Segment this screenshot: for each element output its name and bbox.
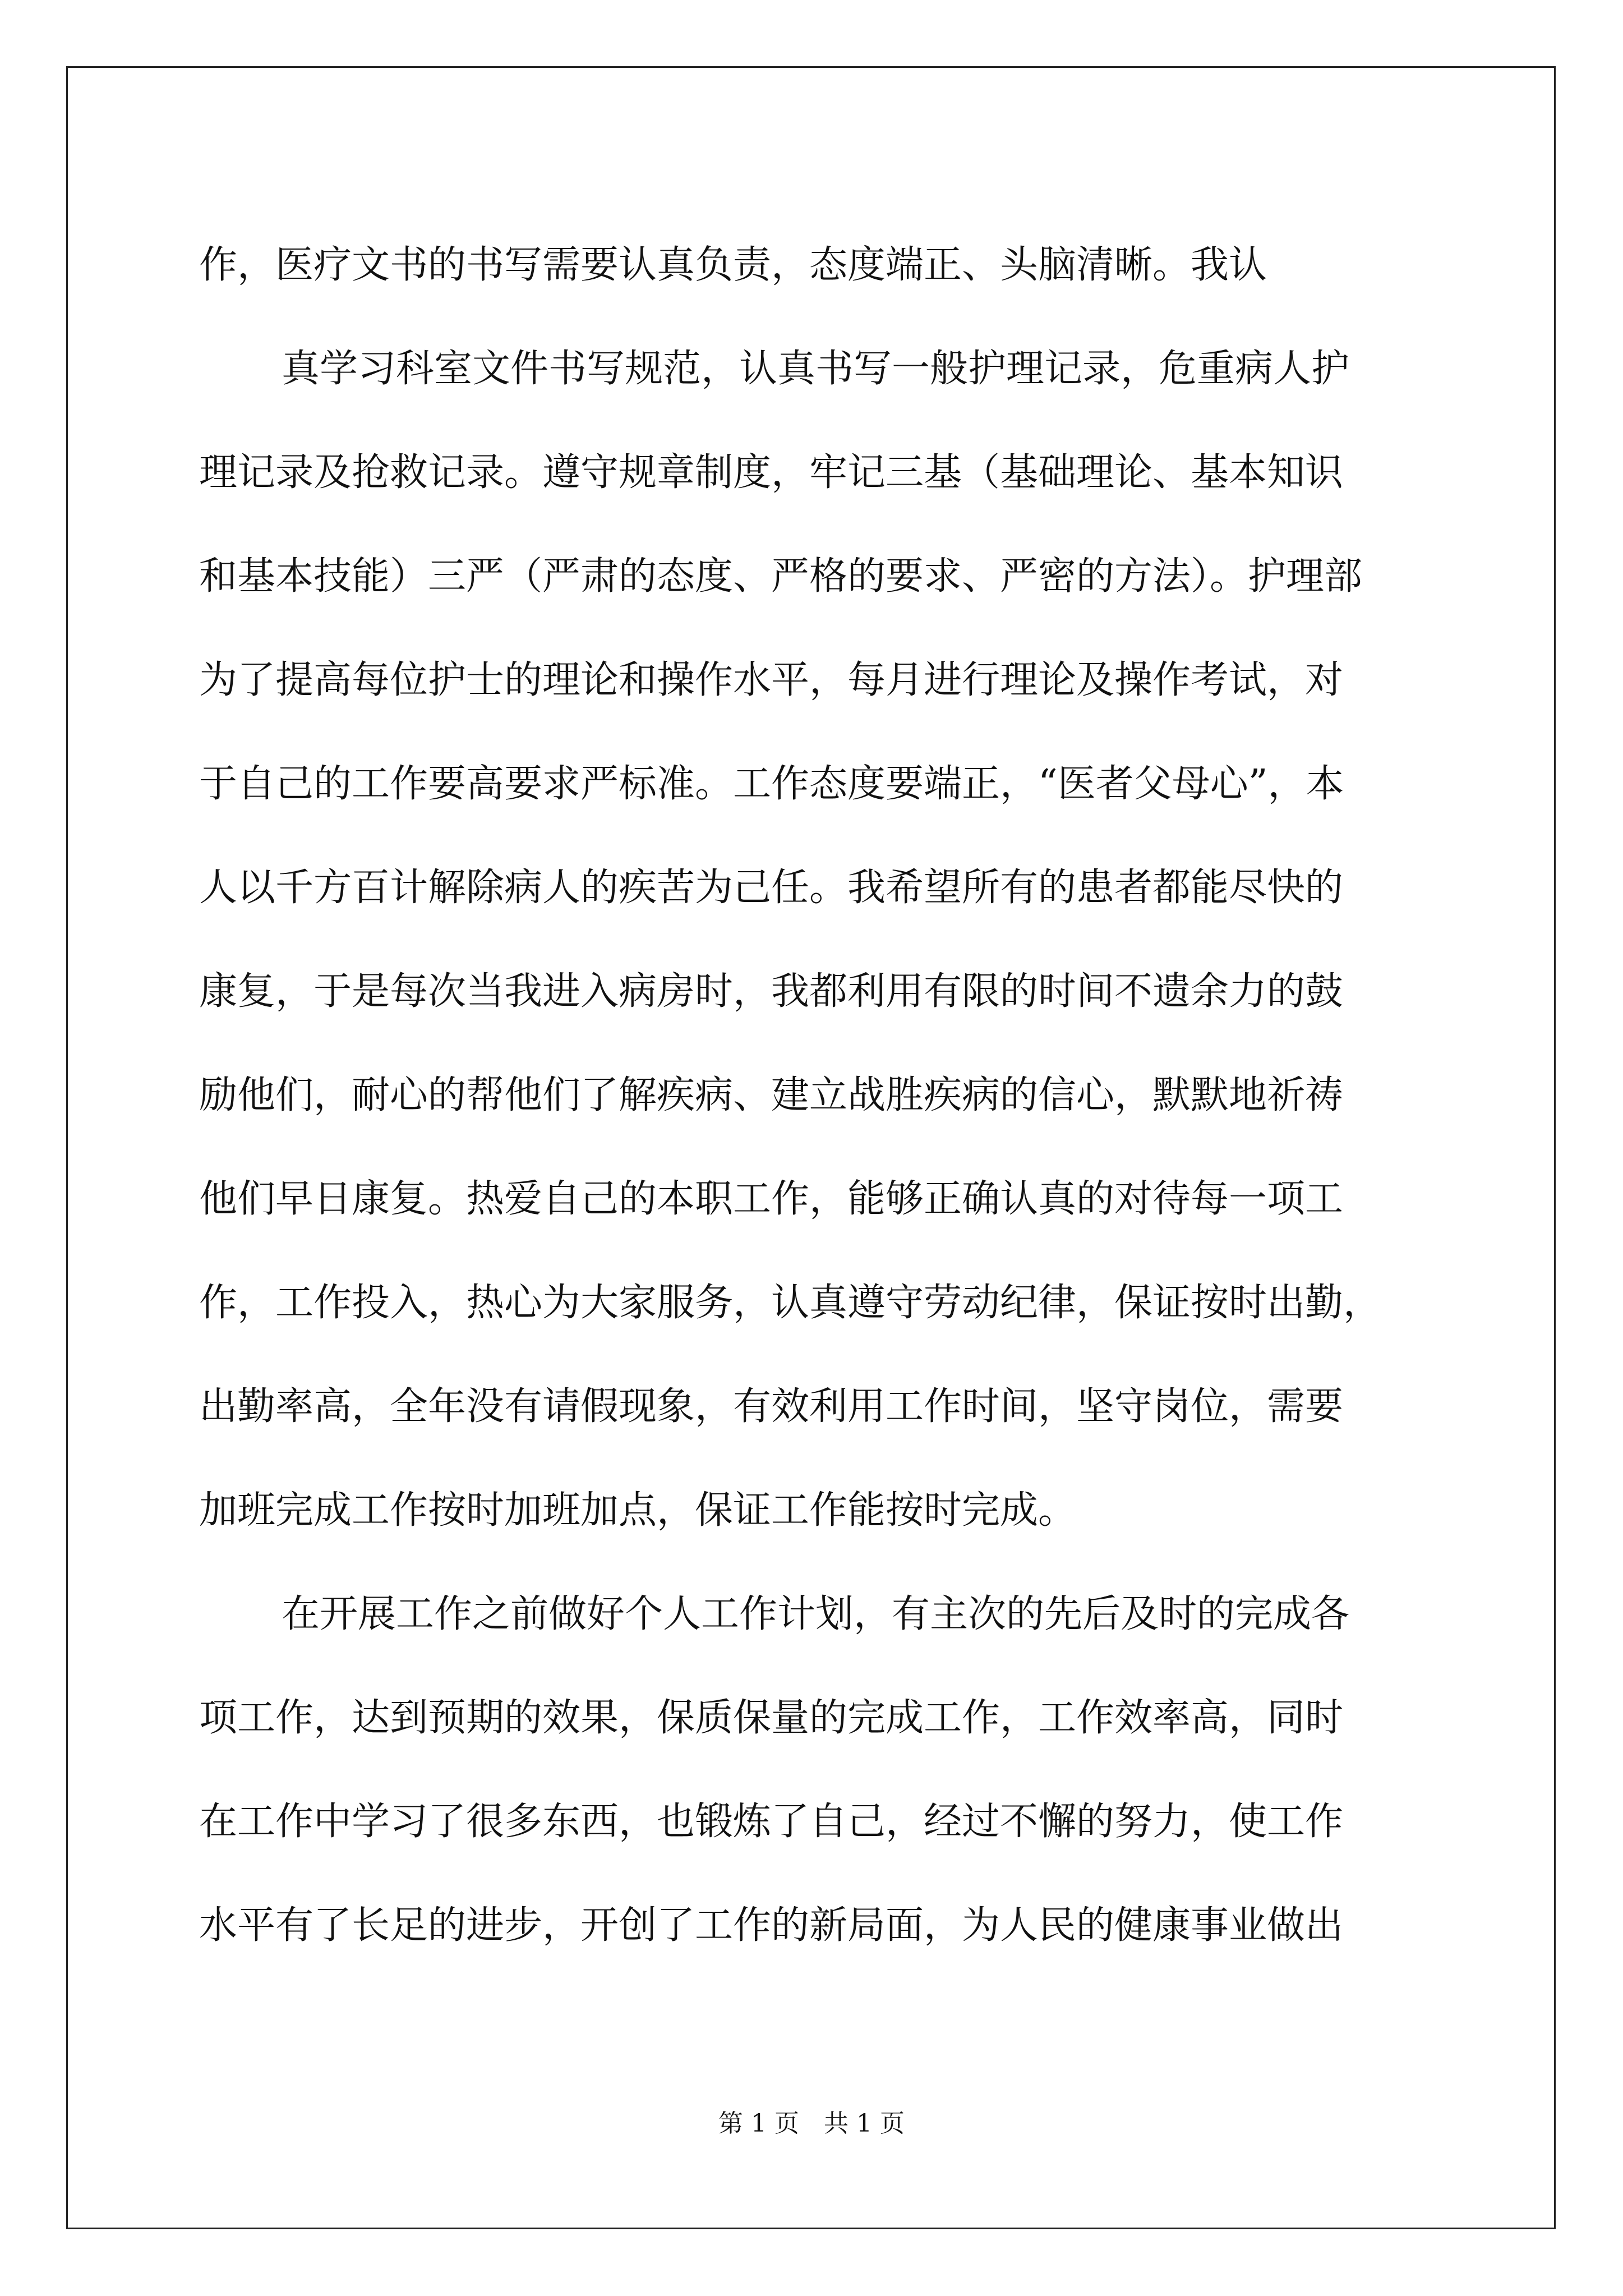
text-line: 人以千方百计解除病人的疾苦为己任。我希望所有的患者都能尽快的: [199, 866, 1344, 910]
text-line: 作，医疗文书的书写需要认真负责，态度端正、头脑清晰。我认: [199, 243, 1267, 287]
text-line: 在开展工作之前做好个人工作计划，有主次的先后及时的完成各: [282, 1592, 1350, 1636]
text-line: 真学习科室文件书写规范，认真书写一般护理记录，危重病人护: [282, 347, 1350, 391]
text-line: 出勤率高，全年没有请假现象，有效利用工作时间，坚守岗位，需要: [199, 1384, 1344, 1429]
text-line: 康复，于是每次当我进入病房时，我都利用有限的时间不遗余力的鼓: [199, 969, 1344, 1014]
text-line: 项工作，达到预期的效果，保质保量的完成工作，工作效率高，同时: [199, 1696, 1344, 1740]
text-line: 理记录及抢救记录。遵守规章制度，牢记三基（基础理论、基本知识: [199, 450, 1344, 495]
text-line: 在工作中学习了很多东西，也锻炼了自己，经过不懈的努力，使工作: [199, 1800, 1344, 1844]
text-line: 加班完成工作按时加班加点，保证工作能按时完成。: [199, 1488, 1077, 1533]
text-line: 于自己的工作要高要求严标准。工作态度要端正，“医者父母心”，本: [199, 762, 1344, 806]
page-number-footer: 第 1 页 共 1 页: [718, 2109, 905, 2138]
text-line: 水平有了长足的进步，开创了工作的新局面，为人民的健康事业做出: [199, 1903, 1344, 1948]
text-line: 和基本技能）三严（严肃的态度、严格的要求、严密的方法）。护理部: [199, 554, 1363, 599]
document-body: [199, 213, 1424, 1977]
text-line: 为了提高每位护士的理论和操作水平，每月进行理论及操作考试，对: [199, 658, 1344, 702]
text-line: 励他们，耐心的帮他们了解疾病、建立战胜疾病的信心，默默地祈祷: [199, 1073, 1344, 1117]
text-line: 他们早日康复。热爱自己的本职工作，能够正确认真的对待每一项工: [199, 1177, 1344, 1221]
text-line: 作，工作投入，热心为大家服务，认真遵守劳动纪律，保证按时出勤，: [199, 1281, 1382, 1325]
